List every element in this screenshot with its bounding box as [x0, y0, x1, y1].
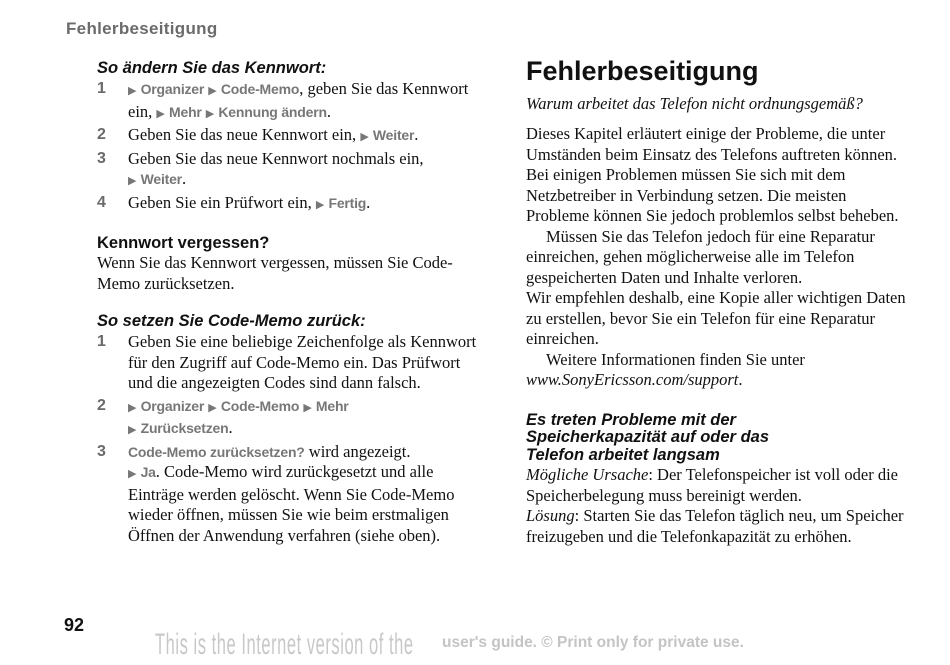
paragraph	[526, 350, 906, 391]
menu-path-item: Weiter	[140, 171, 182, 187]
menu-path-item: Mehr	[169, 103, 202, 120]
step-item	[97, 332, 477, 394]
paragraph: Müssen Sie das Telefon jedoch für eine Reparatur einreichen, gehen möglicherweise alle im Telefon gespeicherten Daten und Inhalte verloren.	[526, 226, 875, 287]
step-number: 1	[97, 80, 106, 97]
section-heading-change-password: So ändern Sie das Kennwort:	[97, 59, 327, 77]
step-number: 4	[97, 193, 106, 211]
step-number: 3	[97, 442, 106, 460]
menu-path-item: Fertig	[328, 194, 367, 211]
step-text: .	[228, 418, 233, 437]
problem-heading: Es treten Probleme mit der Speicherkapazität auf oder das Telefon arbeitet langsam	[526, 410, 769, 464]
footer-notice-part1: This is the Internet version of the	[155, 628, 414, 661]
step-text: Geben Sie ein Prüfwort ein,	[128, 192, 316, 212]
step-text: Geben Sie eine beliebige Zeichenfolge als Kennwort für den Zugriff auf Code-Memo ein. Das Prüfwort und die angezeigten Codes sind dann falsch.	[128, 332, 477, 392]
page-number: 92	[64, 615, 85, 635]
menu-path-item: Kennung ändern	[218, 103, 327, 120]
step-number: 3	[97, 149, 106, 167]
solution-paragraph	[526, 506, 906, 547]
menu-path-item: Organizer	[140, 397, 205, 414]
arrow-icon: ▶	[315, 198, 325, 211]
section-heading-reset-code-memo: So setzen Sie Code-Memo zurück:	[97, 312, 366, 330]
menu-path-item: Code-Memo	[220, 397, 300, 414]
page-title: Fehlerbeseitigung	[526, 56, 759, 86]
paragraph: Wenn Sie das Kennwort vergessen, müssen Sie Code-Memo zurücksetzen.	[97, 253, 453, 293]
arrow-icon: ▶	[128, 85, 137, 97]
arrow-icon: ▶	[128, 468, 137, 480]
cause-label: Mögliche Ursache	[526, 465, 649, 484]
arrow-icon: ▶	[360, 131, 369, 143]
menu-path-item: Mehr	[315, 397, 349, 414]
step-text: .	[326, 101, 331, 121]
menu-path-item: Code-Memo	[220, 81, 300, 97]
step-number: 2	[97, 126, 106, 143]
step-text: .	[414, 125, 419, 144]
paragraph-text: .	[738, 370, 743, 389]
paragraph: Wir empfehlen deshalb, eine Kopie aller wichtigen Daten zu erstellen, bevor Sie ein Telefon für eine Reparatur einreichen.	[526, 288, 906, 348]
running-head: Fehlerbeseitigung	[66, 19, 218, 38]
support-link[interactable]: www.SonyEricsson.com/support	[526, 370, 739, 389]
menu-path-item: Ja	[140, 464, 156, 480]
section-heading-forgot-password: Kennwort vergessen?	[97, 234, 270, 252]
step-item	[97, 442, 477, 547]
menu-path-item: Weiter	[372, 127, 415, 143]
step-item	[97, 193, 477, 216]
paragraph: Dieses Kapitel erläutert einige der Probleme, die unter Umständen beim Einsatz des Telefons auftreten können. Bei einigen Problemen müssen Sie sich mit dem Netzbetreiber in Verbindung setzen. Die meisten Probleme können Sie jedoch problemlos selbst beheben.	[526, 124, 899, 225]
step-item	[97, 125, 477, 148]
arrow-icon: ▶	[156, 107, 165, 120]
step-text: , geben Sie das	[299, 79, 399, 98]
step-text: wird angezeigt.	[304, 441, 411, 461]
step-number: 1	[97, 333, 106, 350]
solution-text: : Starten Sie das Telefon täglich neu, um Speicher freizugeben und die Telefonkapazität zu erhöhen.	[526, 506, 904, 546]
step-text: .	[366, 192, 371, 212]
left-column	[97, 58, 477, 546]
solution-label: Lösung	[526, 506, 575, 525]
step-text: Geben Sie das neue Kennwort ein,	[128, 125, 361, 144]
menu-path-item: Organizer	[140, 81, 205, 97]
arrow-icon: ▶	[128, 424, 137, 436]
step-number: 2	[97, 396, 106, 414]
arrow-icon: ▶	[208, 85, 217, 97]
footer-notice	[155, 628, 855, 665]
menu-path-item: Zurücksetzen	[140, 420, 229, 436]
arrow-icon: ▶	[303, 401, 312, 414]
arrow-icon: ▶	[208, 401, 217, 414]
footer-notice-part2: user's guide. © Print only for private use.	[442, 634, 744, 651]
cause-paragraph	[526, 465, 906, 506]
cause-text: : Der Telefonspeicher ist voll oder die Speicherbelegung muss bereinigt werden.	[526, 465, 898, 505]
arrow-icon: ▶	[205, 107, 215, 120]
paragraph-text: Weitere Informationen finden Sie unter	[546, 349, 805, 369]
step-item	[97, 79, 477, 124]
step-item	[97, 149, 477, 192]
step-text: .	[181, 169, 187, 188]
step-item	[97, 396, 477, 441]
page-subtitle: Warum arbeitet das Telefon nicht ordnungsgemäß?	[526, 94, 863, 113]
arrow-icon: ▶	[128, 175, 137, 187]
step-text: Kennwort ein,	[128, 79, 469, 121]
step-text: Geben Sie das neue Kennwort nochmals ein,	[128, 148, 424, 168]
right-column	[526, 54, 906, 547]
step-text: . Code-Memo wird zurückgesetzt und alle Einträge werden gelöscht. Wenn Sie Code-Memo wieder öffnen, müssen Sie wie beim erstmaligen Öffnen der Anwendung verfahren (siehe oben).	[128, 462, 455, 545]
menu-path-item: Code-Memo zurücksetzen?	[128, 443, 305, 460]
arrow-icon: ▶	[128, 401, 137, 414]
